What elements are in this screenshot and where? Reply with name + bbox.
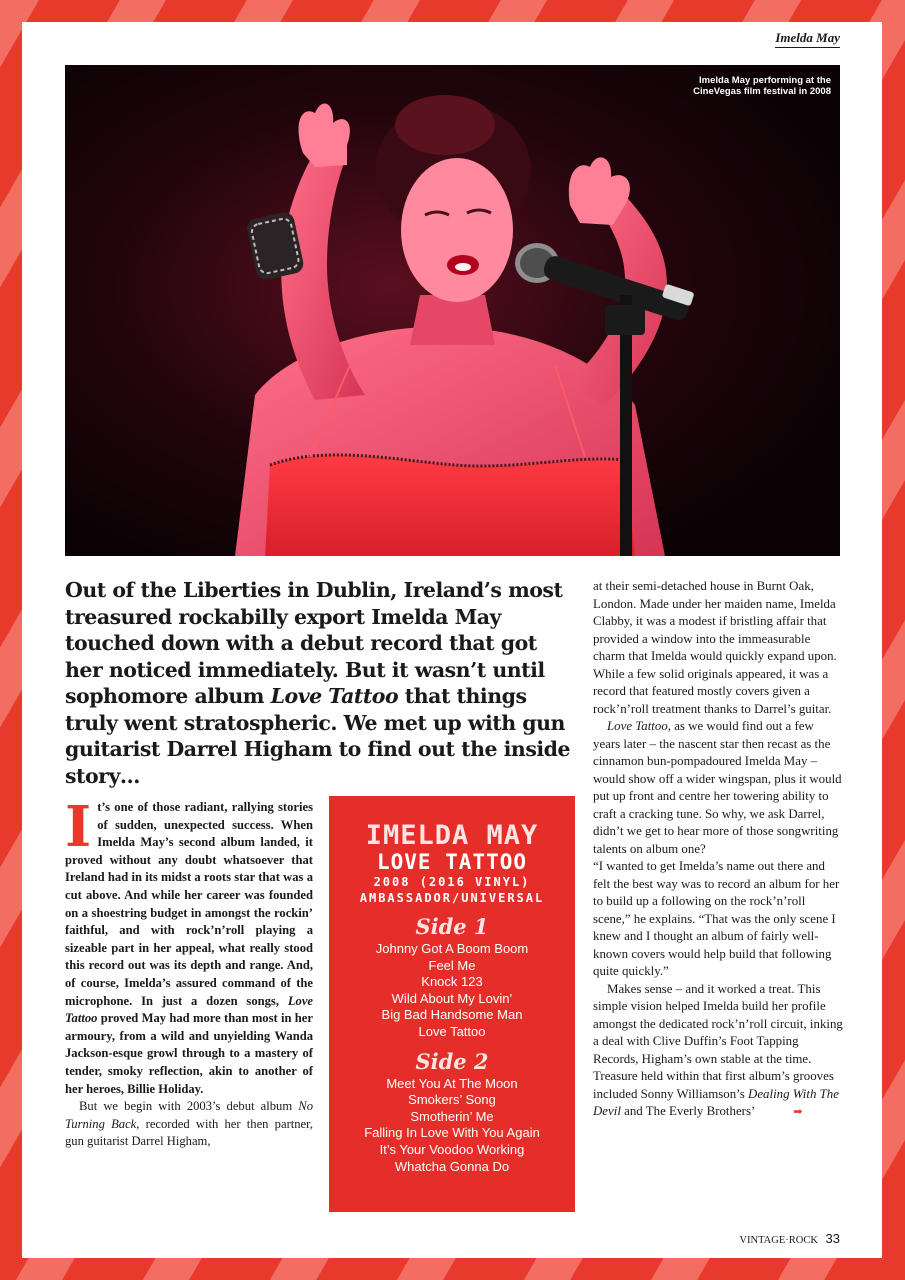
standfirst-album-title: Love Tattoo (270, 684, 399, 708)
standfirst-part-2: that things truly went stratospheric. We met up with gun guitarist Darrel Higham to find out the inside story… (65, 684, 571, 788)
track: Meet You At The Moon (386, 1075, 518, 1091)
side-2-heading: Side 2 (415, 1048, 489, 1074)
body-text-b: , recorded with her then partner, gun guitarist Darrel Higham, (65, 1116, 313, 1149)
track: Falling In Love With You Again (364, 1125, 540, 1141)
album-year: 2008 (2016 VINYL) (373, 875, 531, 889)
album-title-ref: Love Tattoo (607, 719, 668, 733)
article-column-3 (593, 578, 843, 1122)
lead-text-b: proved May had more than most in her armoury, from a wild and unyielding Wanda Jackson-esque growl through to a mastery of tender, smoky reflection, akin to another of her heroes, Billie Holiday. (65, 1011, 313, 1096)
singer-photo-illustration (65, 65, 840, 556)
photo-credit: ©GETTY (61, 525, 67, 550)
track: Johnny Got A Boom Boom (375, 941, 529, 956)
standfirst (65, 577, 580, 789)
standfirst-part-1: Out of the Liberties in Dublin, Ireland’s most treasured rockabilly export Imelda May touched down with a debut record that got her noticed immediately. But it wasn’t until sophomore album (65, 578, 563, 708)
track: Whatcha Gonna Do (394, 1158, 510, 1174)
track: Love Tattoo (418, 1023, 486, 1039)
lead-text-a: t’s one of those radiant, rallying stories of sudden, unexpected success. When Imelda May’s second album landed, it proved without any doubt whatsoever that Ireland had in its midst a roots star that was a cut above. And while her career was founded on a shoestring budget in amongst the rockin’ faithful, and with rock’n’roll playing a sizeable part in her appeal, what really stood this record out was its depth and range. And, of course, Imelda’s assured command of the microphone. In just a dozen songs, (65, 800, 313, 1008)
song-title-ref: Dealing With The Devil (593, 1086, 839, 1118)
continue-arrow-icon: ➡ (793, 1106, 803, 1118)
debut-album-title: No Turning Back (65, 1099, 313, 1131)
page-footer (739, 1231, 840, 1246)
feature-photo (61, 65, 840, 556)
magazine-page (22, 22, 882, 1258)
side-1-heading: Side 1 (415, 914, 489, 939)
track: It’s Your Voodoo Working (379, 1141, 525, 1157)
quote-paragraph: “I wanted to get Imelda’s name out there and felt the best way was to record an album for her to build up a following on the rock’n’roll scene,” he explains. “That was the only scene I knew and I thought an album of fairly well-known covers would help build that following quite quickly.” (593, 859, 840, 978)
body-paragraph (65, 1098, 313, 1151)
paragraph (593, 718, 843, 858)
track: Smotherin’ Me (410, 1108, 494, 1124)
article-column-1 (65, 794, 313, 1151)
photo-caption: Imelda May performing at the CineVegas film festival in 2008 (693, 75, 831, 97)
paragraph (593, 981, 843, 1122)
lead-album-title: Love Tattoo (65, 993, 313, 1026)
body-text-a: But we begin with 2003’s debut album (79, 1099, 299, 1114)
album-title: LOVE TATTOO (376, 850, 528, 874)
paragraph: at their semi-detached house in Burnt Oak, London. Made under her maiden name, Imelda Clabby, it was a modest if bristling affair that provided a window into the immeasurable charm that Imelda would quickly expand upon. While a few solid originals appeared, it was a record that featured mostly covers given a rock’n’roll treatment thanks to Darrel’s guitar. (593, 579, 837, 716)
track: Wild About My Lovin’ (391, 990, 513, 1006)
lead-paragraph (65, 794, 313, 1096)
track: Big Bad Handsome Man (381, 1007, 523, 1023)
track: Knock 123 (421, 974, 483, 990)
album-info-box (329, 796, 575, 1212)
track: Feel Me (428, 957, 476, 973)
running-head: Imelda May (775, 30, 840, 48)
album-label: AMBASSADOR/UNIVERSAL (359, 891, 545, 905)
track: Smokers’ Song (408, 1092, 496, 1108)
paragraph-text: , as we would find out a few years later – the nascent star then recast as the cinnamon bun-pompadoured Imelda May – would show off a wider wingspan, plus it would put up front and centre her towering ability to craft a cracking tune. So why, we ask Darrel, didn’t we get to hear more of those songwriting talents on album one? (593, 719, 842, 856)
side-2-tracklist (329, 1076, 575, 1176)
magazine-name: VINTAGE·ROCK (739, 1235, 818, 1246)
album-artist: IMELDA MAY (365, 820, 539, 851)
drop-cap: I (65, 794, 92, 860)
paragraph-text: and The Everly Brothers’ (620, 1104, 756, 1118)
page-number: 33 (825, 1231, 840, 1246)
paragraph-text: Makes sense – and it worked a treat. This simple vision helped Imelda build her profile amongst the dedicated rock’n’roll circuit, inking a deal with Clive Duffin’s Foot Tapping Records, Higham’s own stable at the time. Treasure held within that first album’s grooves included Sonny Williamson’s (593, 981, 843, 1101)
side-1-tracklist (329, 941, 575, 1041)
